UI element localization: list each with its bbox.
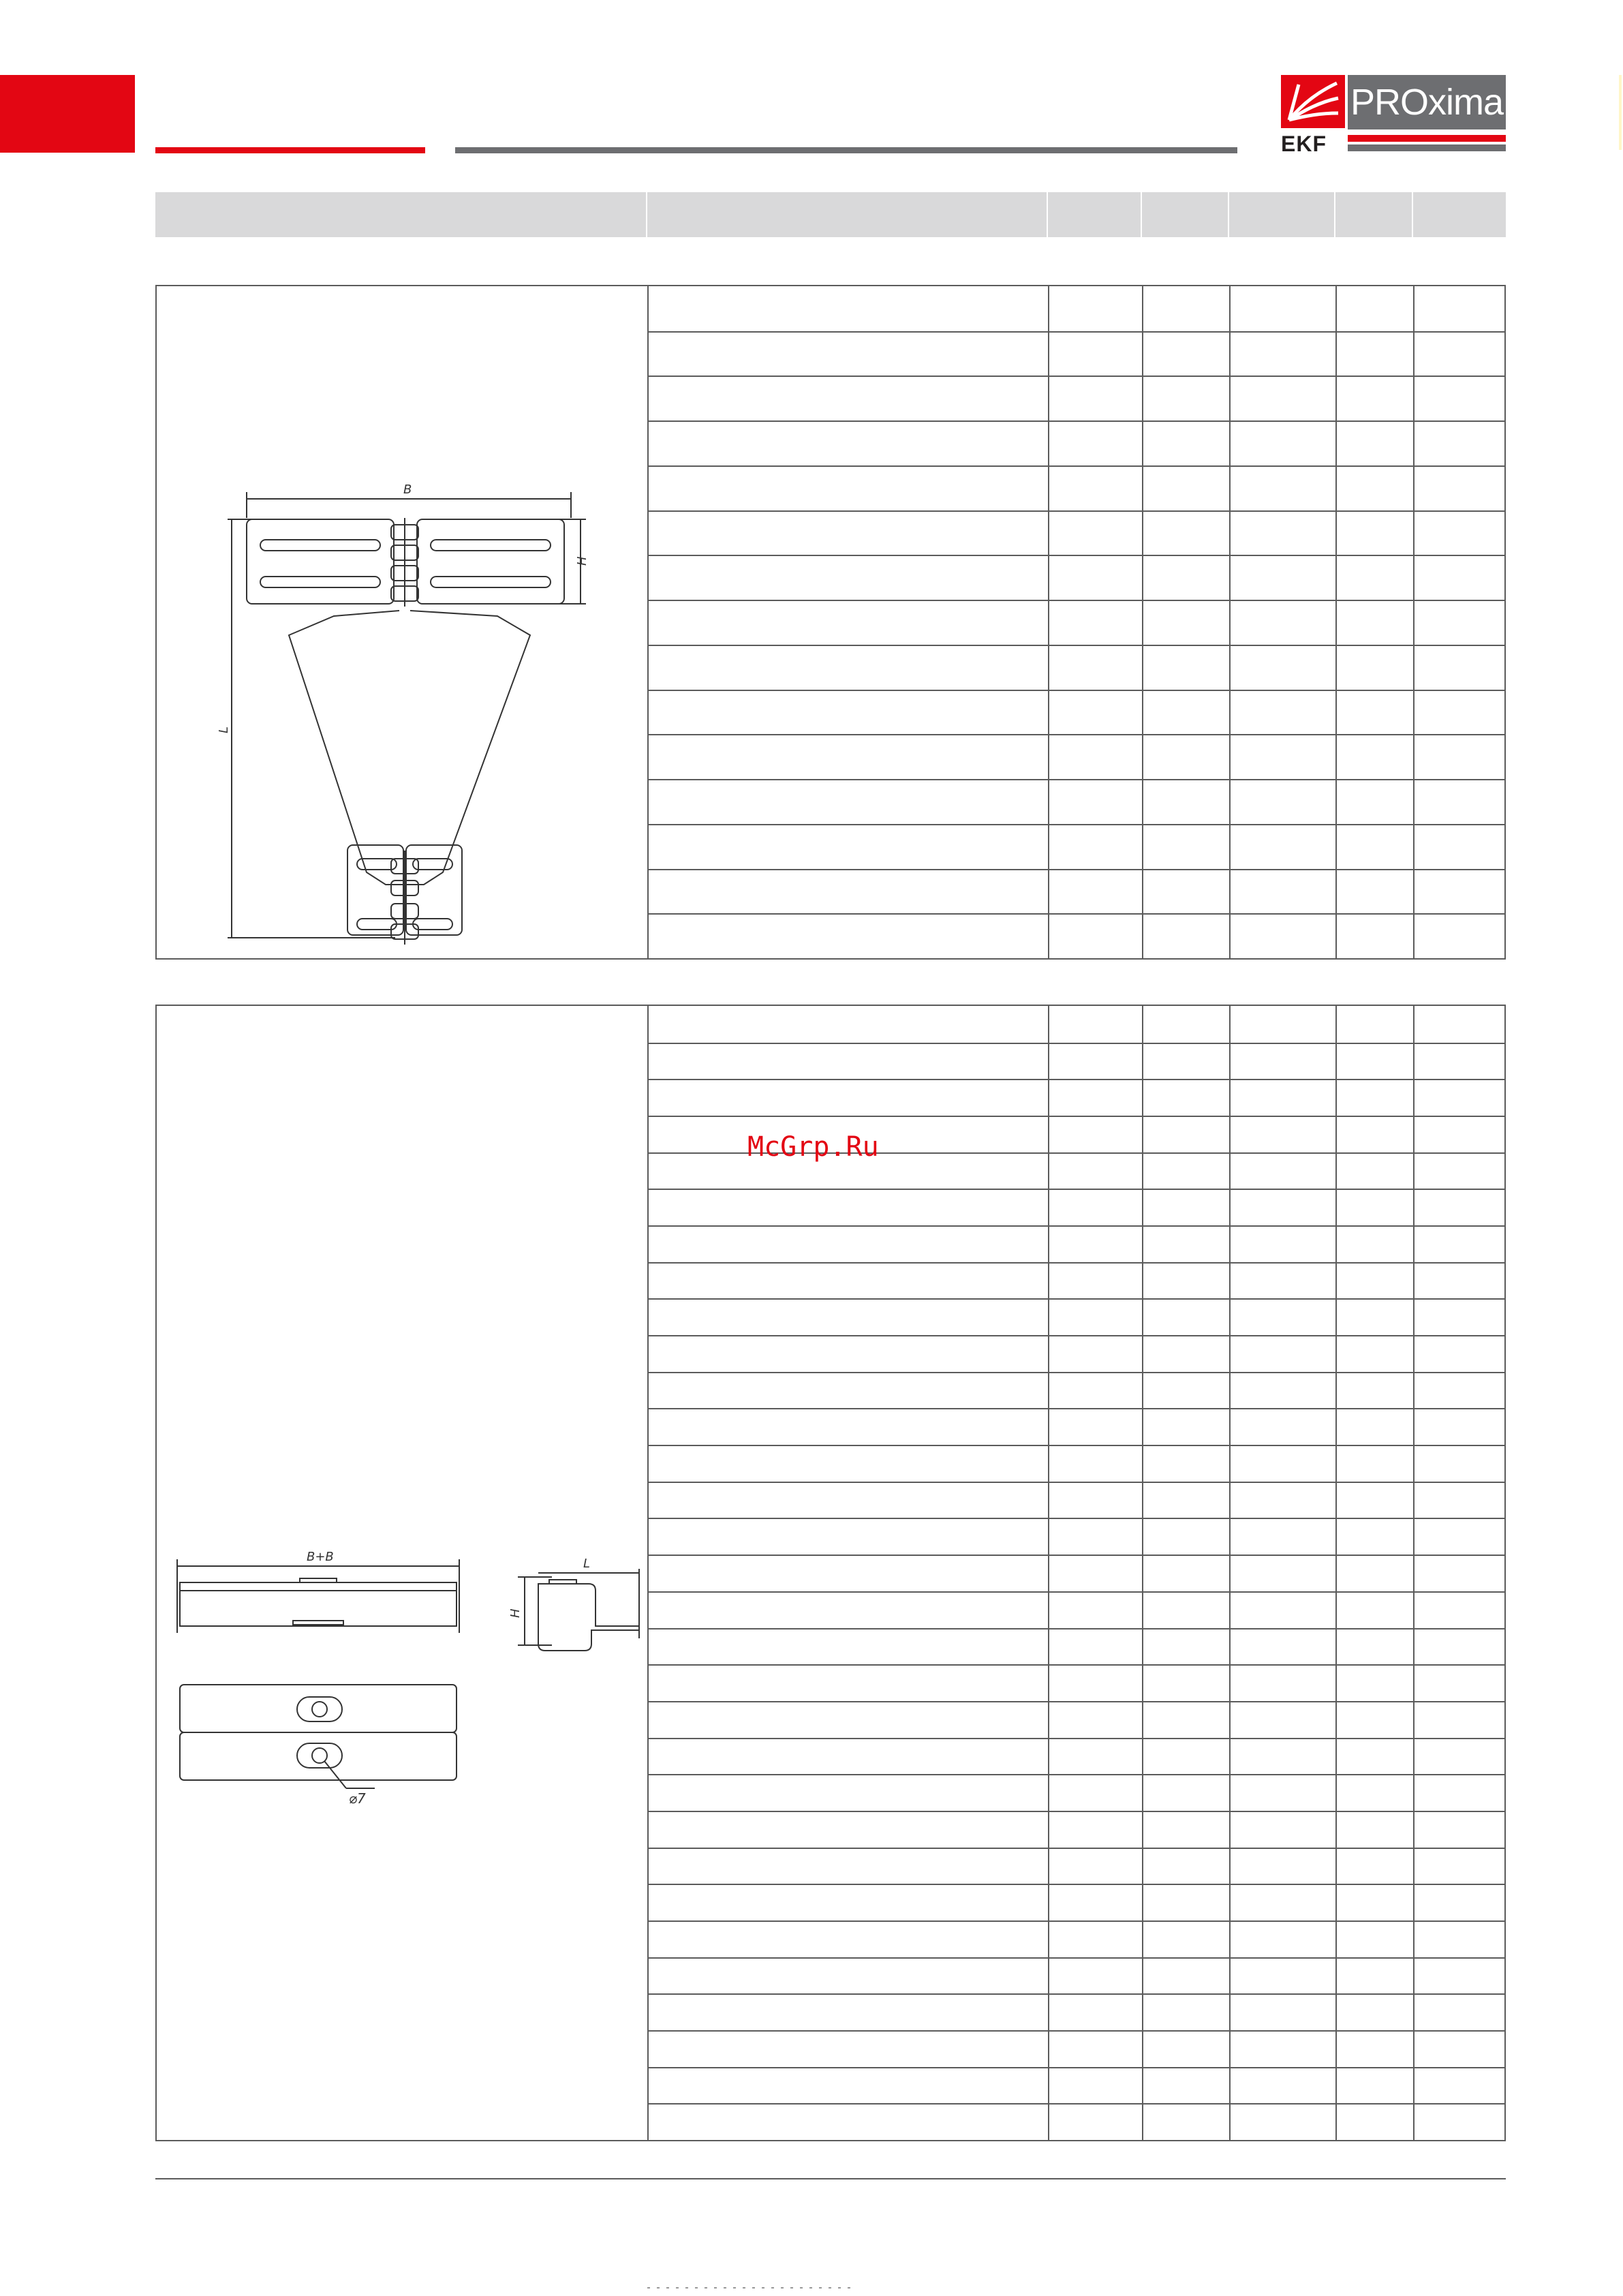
- table-row-line: [647, 779, 1504, 780]
- header-col-sep: [1047, 192, 1048, 237]
- table-row-line: [647, 1591, 1504, 1593]
- table-row-line: [647, 331, 1504, 333]
- table-row-line: [647, 1189, 1504, 1190]
- header-col-sep: [1228, 192, 1229, 237]
- table-col-line: [1335, 286, 1337, 958]
- table-col-line: [1229, 286, 1231, 958]
- table-col-line: [1048, 1006, 1049, 2140]
- table-row-line: [647, 1225, 1504, 1227]
- table-row-line: [647, 690, 1504, 691]
- header-col-sep: [646, 192, 647, 237]
- table-row-line: [647, 600, 1504, 601]
- table-row-line: [647, 1774, 1504, 1775]
- table-col-line: [1413, 1006, 1415, 2140]
- table-row-line: [647, 824, 1504, 825]
- table-row-line: [647, 1701, 1504, 1702]
- logo-stripe-red: [1348, 135, 1506, 142]
- table-row-line: [647, 420, 1504, 422]
- table-row-line: [647, 376, 1504, 377]
- table-header-bar: [155, 192, 1506, 237]
- table-row-line: [647, 869, 1504, 870]
- table-row-line: [647, 1884, 1504, 1885]
- dim-label-h: H: [575, 556, 589, 566]
- table-row-line: [647, 734, 1504, 735]
- dim-label-b: B: [403, 483, 412, 497]
- table-col-line: [1142, 1006, 1143, 2140]
- table-col-line: [647, 1006, 649, 2140]
- table-row-line: [647, 1811, 1504, 1812]
- table-col-line: [1142, 286, 1143, 958]
- table-row-line: [647, 2103, 1504, 2104]
- table-row-line: [647, 1664, 1504, 1666]
- table-row-line: [647, 1628, 1504, 1629]
- table-row-line: [647, 1262, 1504, 1264]
- edge-mark: [1619, 75, 1622, 150]
- table-row-line: [647, 1335, 1504, 1336]
- table-row-line: [647, 1518, 1504, 1519]
- logo-stripe-grey: [1348, 144, 1506, 151]
- header-red-line: [155, 147, 425, 153]
- bottom-artifact: [647, 2287, 852, 2289]
- brand-sub: EKF: [1281, 132, 1327, 156]
- table-row-line: [647, 2030, 1504, 2032]
- watermark-text: McGrp.Ru: [747, 1131, 879, 1163]
- table-row-line: [647, 1116, 1504, 1117]
- header-red-tab: [0, 75, 135, 153]
- dim-label-bb: B+B: [307, 1550, 334, 1564]
- table-row-line: [647, 1298, 1504, 1300]
- table-row-line: [647, 1079, 1504, 1080]
- footer-line: [155, 2178, 1506, 2179]
- table-row-line: [647, 1993, 1504, 1995]
- ekf-logo-icon: [1281, 75, 1345, 128]
- table-row-line: [647, 645, 1504, 646]
- table-row-line: [647, 1043, 1504, 1044]
- table-row-line: [647, 1372, 1504, 1373]
- table-row-line: [647, 555, 1504, 556]
- table-col-line: [1229, 1006, 1231, 2140]
- table-col-line: [647, 286, 649, 958]
- table-row-line: [647, 913, 1504, 915]
- brand-logo: [1281, 75, 1506, 155]
- table-col-line: [1335, 1006, 1337, 2140]
- brand-name: PROxima: [1348, 75, 1506, 129]
- table-row-line: [647, 1848, 1504, 1849]
- table-row-line: [647, 2067, 1504, 2068]
- table-row-line: [647, 1408, 1504, 1409]
- header-col-sep: [1141, 192, 1142, 237]
- dim-label-h2: H: [508, 1608, 523, 1618]
- table-row-line: [647, 1957, 1504, 1959]
- drawing-joint-plate: [170, 1544, 661, 1831]
- drawing-cross-reducer: [217, 477, 743, 954]
- table-col-line: [1413, 286, 1415, 958]
- table-row-line: [647, 1738, 1504, 1739]
- table-row-line: [647, 1920, 1504, 1922]
- product-section-1: [155, 285, 1506, 960]
- table-row-line: [647, 465, 1504, 467]
- dim-label-l2: L: [583, 1557, 591, 1571]
- header-col-sep: [1412, 192, 1413, 237]
- product-section-2: [155, 1005, 1506, 2141]
- table-row-line: [647, 510, 1504, 512]
- table-row-line: [647, 1445, 1504, 1446]
- dim-label-l: L: [217, 726, 231, 733]
- dim-label-diameter: ⌀7: [349, 1790, 366, 1807]
- table-row-line: [647, 1555, 1504, 1556]
- header-col-sep: [1334, 192, 1335, 237]
- table-row-line: [647, 1482, 1504, 1483]
- table-col-line: [1048, 286, 1049, 958]
- header-grey-line: [455, 147, 1237, 153]
